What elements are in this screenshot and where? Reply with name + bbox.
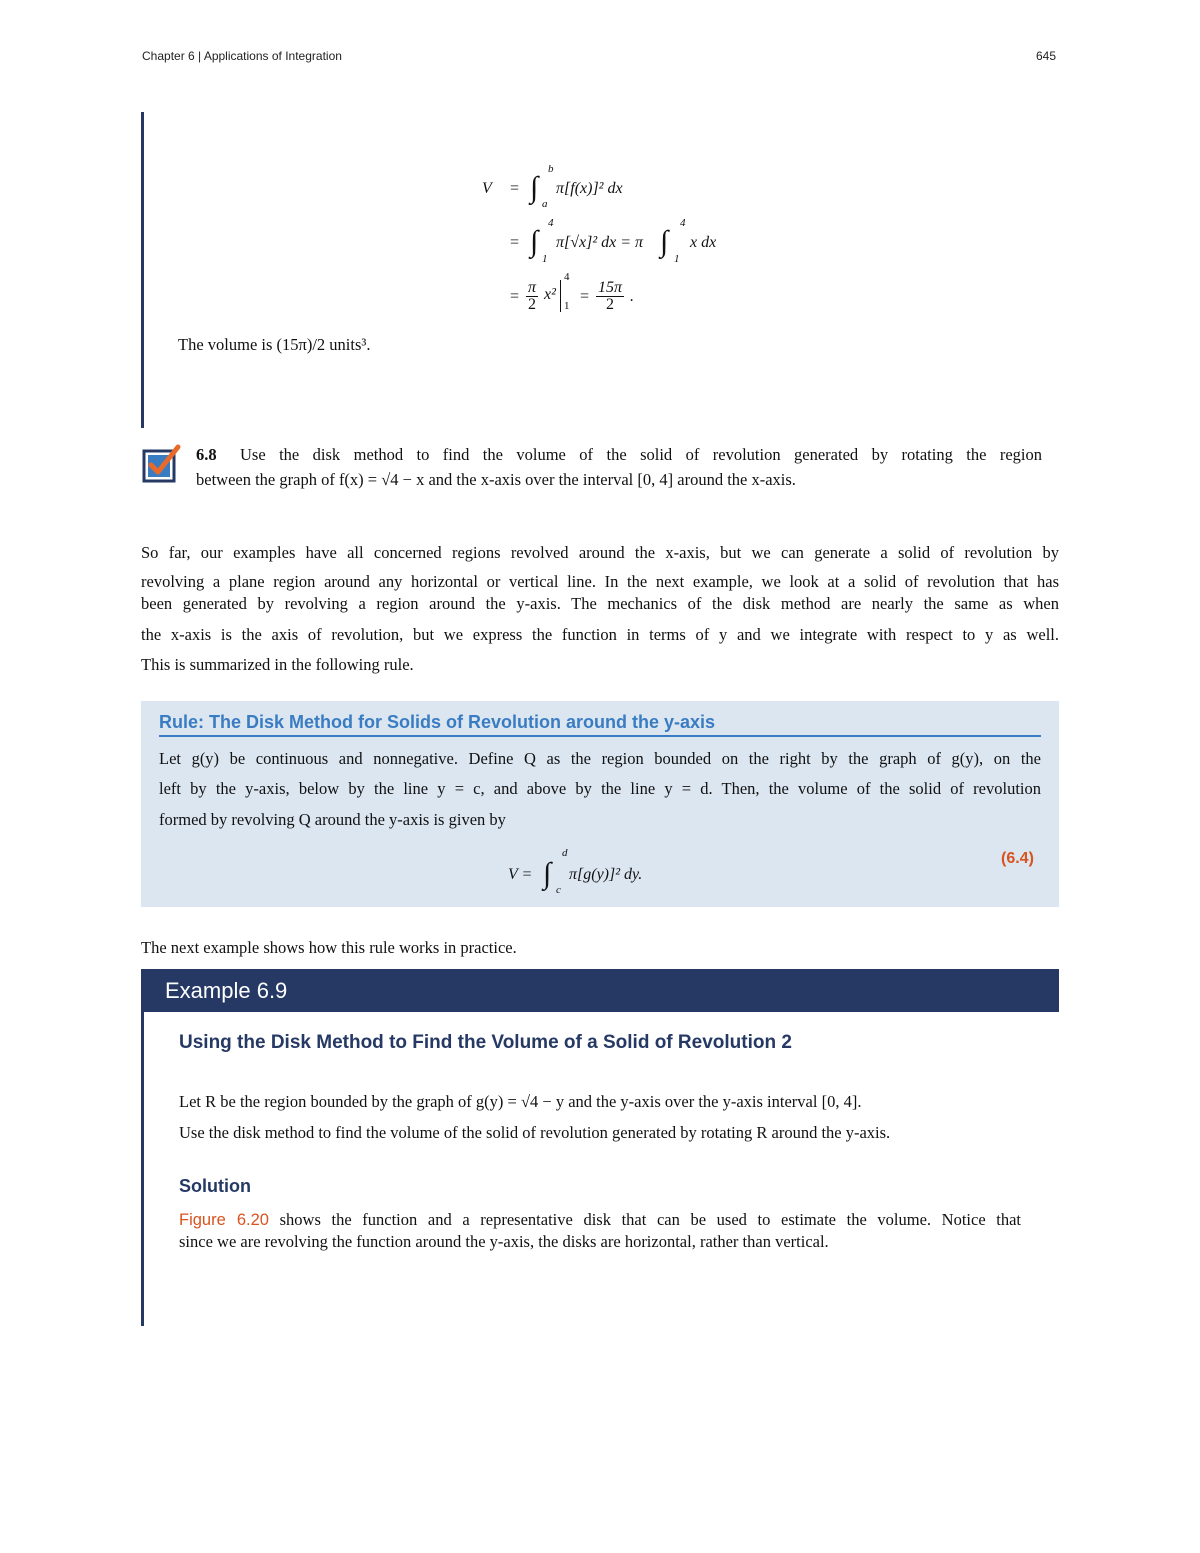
example-problem-line-1: Let R be the region bounded by the graph of g(y) = √4 − y and the y-axis over the y-axis interval [0, 4].	[179, 1092, 862, 1111]
eq-equals-3: =	[510, 288, 520, 305]
upper-limit-1: b	[548, 163, 554, 175]
rule-integral-sign: ∫	[543, 857, 552, 890]
solution-line-1	[179, 1209, 1021, 1231]
rule-title-underline	[159, 735, 1041, 737]
page-number: 645	[1036, 49, 1057, 63]
volume-result: The volume is (15π)/2 units³.	[178, 335, 371, 354]
lower-limit-eval: 1	[564, 300, 570, 312]
rule-lower-limit: c	[556, 884, 561, 896]
eq-integrand-2: π[√x]² dx = π	[556, 234, 644, 251]
solution-heading: Solution	[179, 1176, 251, 1196]
integral-sign-2: ∫	[530, 225, 539, 258]
integral-sign-3: ∫	[660, 225, 669, 258]
example-label: Example 6.9	[165, 978, 288, 1003]
lower-limit-1: a	[542, 198, 548, 210]
rule-line-2: left by the y-axis, below by the line y = c, and above by the line y = d. Then, the volume of the solid of revolution	[159, 779, 1041, 798]
rule-line-3: formed by revolving Q around the y-axis is given by	[159, 810, 506, 829]
eq-integrand-3: x dx	[690, 234, 717, 251]
intro-line-2: revolving a plane region around any horizontal or vertical line. In the next example, we look at a solid of revolution that has	[141, 572, 1059, 591]
eq-equals-2: =	[510, 234, 520, 251]
fraction-pi-over-2	[526, 280, 538, 313]
lower-limit-3: 1	[674, 253, 680, 265]
example-side-bar-top	[141, 112, 144, 428]
eq-v-label: V	[482, 180, 492, 197]
upper-limit-2: 4	[548, 217, 554, 229]
upper-limit-eval: 4	[564, 271, 570, 283]
example-problem-line-2: Use the disk method to find the volume of the solid of revolution generated by rotating R around the y-axis.	[179, 1123, 891, 1142]
intro-line-1: So far, our examples have all concerned regions revolved around the x-axis, but we can generate a solid of revolution by	[141, 543, 1059, 562]
eq-integrand-1: π[f(x)]² dx	[556, 180, 623, 197]
rule-title: Rule: The Disk Method for Solids of Revolution around the y-axis	[159, 712, 716, 732]
evaluation-bar	[560, 280, 561, 312]
upper-limit-3: 4	[680, 217, 686, 229]
checkpoint-icon	[142, 443, 182, 483]
integral-sign-1: ∫	[530, 171, 539, 204]
eq-period: .	[630, 288, 634, 305]
example-header-bar	[141, 969, 1059, 1012]
fraction-numerator-2: 15π	[598, 279, 623, 296]
example-side-bar	[141, 1012, 144, 1326]
solution-line-1-text: shows the function and a representative disk that can be used to estimate the volume. Notice that	[268, 1210, 1022, 1229]
fraction-denominator-2: 2	[606, 296, 614, 313]
solution-line-2: since we are revolving the function around the y-axis, the disks are horizontal, rather than vertical.	[179, 1232, 829, 1251]
fraction-numerator: π	[528, 279, 537, 296]
intro-line-3: been generated by revolving a region around the y-axis. The mechanics of the disk method are nearly the same as when	[141, 594, 1059, 613]
eq-equals-4: =	[580, 288, 590, 305]
intro-line-4: the x-axis is the axis of revolution, but we express the function in terms of y and we integrate with respect to y as well.	[141, 625, 1059, 644]
example-title: Using the Disk Method to Find the Volume of a Solid of Revolution 2	[179, 1032, 792, 1053]
rule-formula-lhs: V =	[508, 866, 533, 883]
checkpoint-number: 6.8	[196, 445, 217, 464]
intro-line-5: This is summarized in the following rule.	[141, 655, 414, 674]
figure-reference-link[interactable]: Figure 6.20	[179, 1211, 269, 1229]
equation-number: (6.4)	[1001, 850, 1034, 867]
rule-line-1: Let g(y) be continuous and nonnegative. Define Q as the region bounded on the right by the graph of g(y), on the	[159, 749, 1041, 768]
checkpoint-line-1: Use the disk method to find the volume of the solid of revolution generated by rotating the region	[240, 445, 1042, 464]
fraction-denominator: 2	[528, 296, 536, 313]
lower-limit-2: 1	[542, 253, 548, 265]
checkpoint-line-2: between the graph of f(x) = √4 − x and the x-axis over the interval [0, 4] around the x-axis.	[196, 470, 796, 489]
rule-upper-limit: d	[562, 847, 568, 859]
running-header: Chapter 6 | Applications of Integration	[142, 49, 342, 63]
rule-formula-integrand: π[g(y)]² dy.	[569, 866, 643, 883]
fraction-15pi-over-2	[596, 280, 624, 313]
eq-x-squared: x²	[544, 286, 556, 303]
eq-equals-1: =	[510, 180, 520, 197]
transition-text: The next example shows how this rule works in practice.	[141, 938, 517, 957]
